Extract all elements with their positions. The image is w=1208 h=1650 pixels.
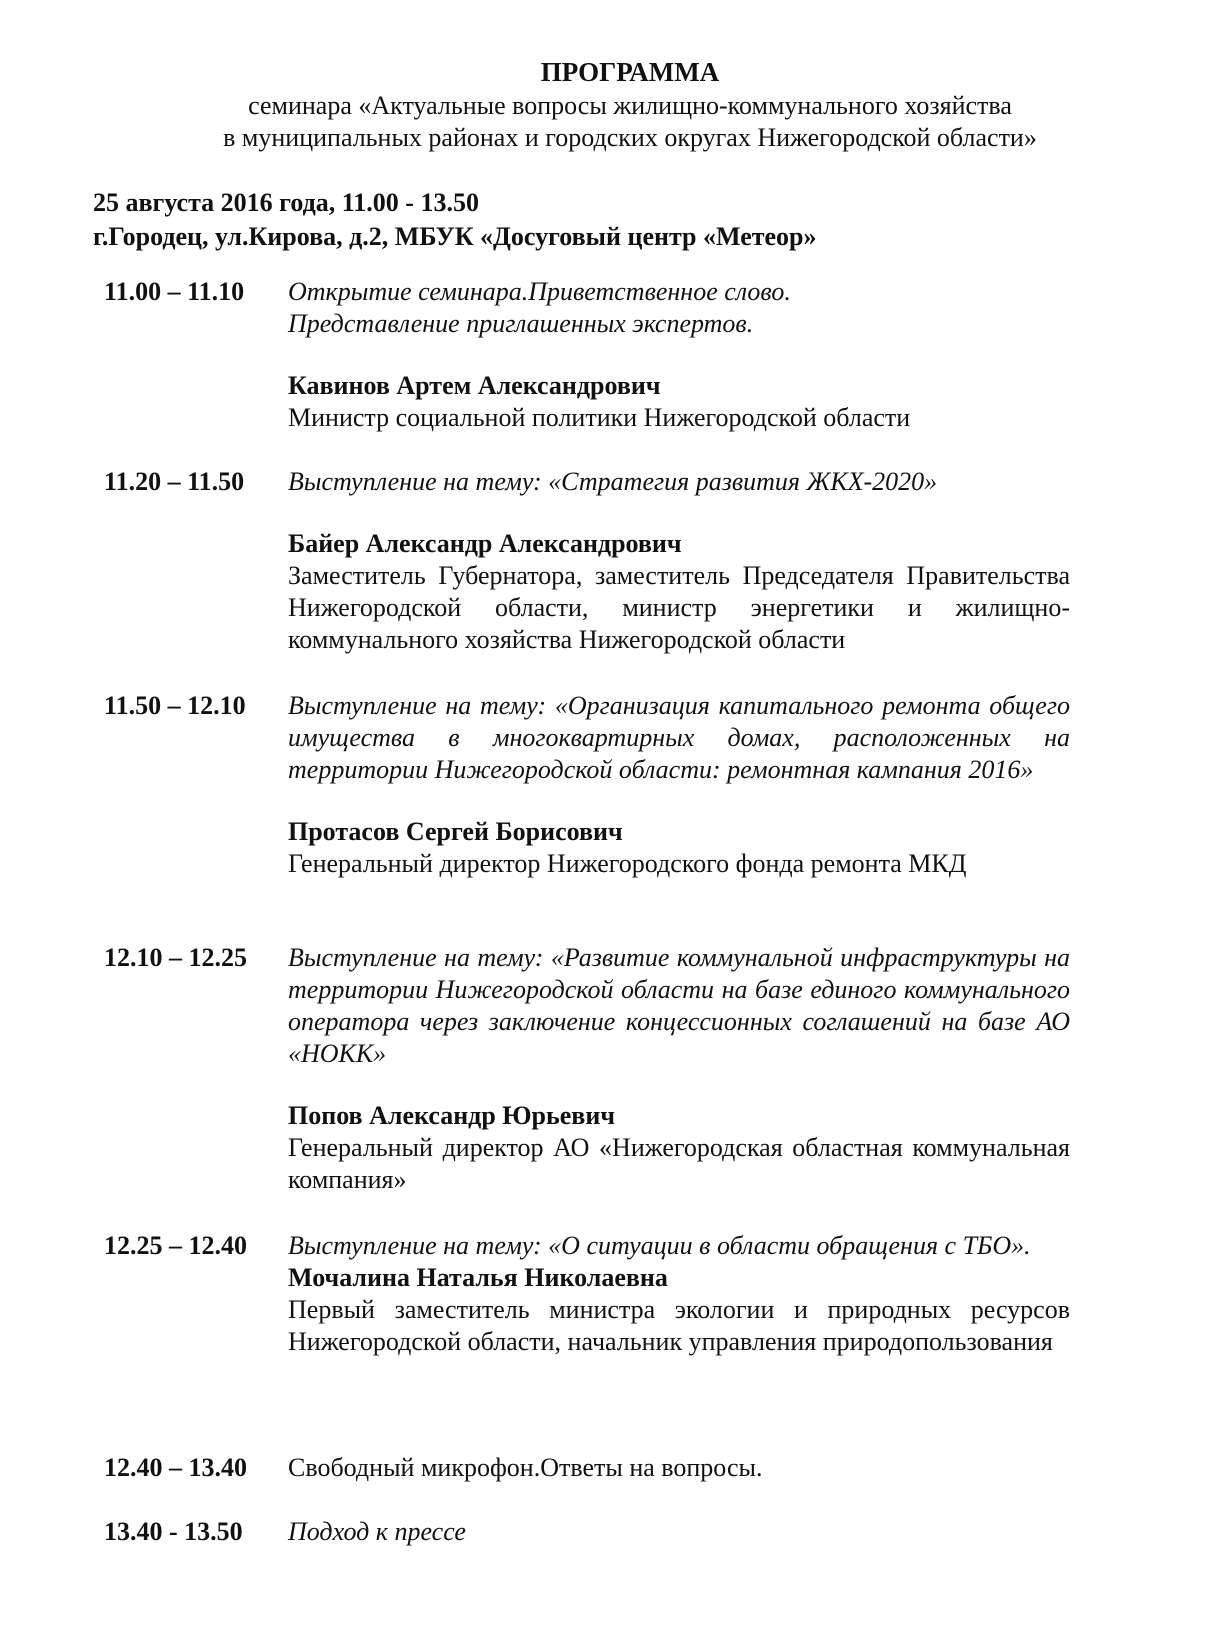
item-body <box>288 276 1070 434</box>
item-body <box>288 1230 1070 1358</box>
item-body <box>288 1516 1070 1548</box>
speaker-name: Протасов Сергей Борисович <box>288 817 623 846</box>
subtitle-line: семинара «Актуальные вопросы жилищно-коммунального хозяйства <box>248 91 1012 120</box>
time-slot: 11.20 – 11.50 <box>104 467 245 496</box>
item-text: Свободный микрофон.Ответы на вопросы. <box>288 1453 763 1482</box>
seminar-subtitle <box>0 90 1208 154</box>
time-slot: 12.10 – 12.25 <box>104 943 247 972</box>
speaker-position: Генеральный директор Нижегородского фонда ремонта МКД <box>288 849 967 878</box>
topic-text: Подход к прессе <box>288 1517 466 1546</box>
item-body <box>288 690 1070 880</box>
document-title: ПРОГРАММА <box>540 57 720 87</box>
event-meta <box>93 186 817 254</box>
speaker-name: Кавинов Артем Александрович <box>288 371 661 400</box>
speaker-position: Первый заместитель министра экологии и природных ресурсов Нижегородской области, начальник управления природопользования <box>288 1295 1070 1356</box>
topic-text: Выступление на тему: «Стратегия развития ЖКХ-2020» <box>288 467 938 496</box>
topic-line: Открытие семинара.Приветственное слово. <box>288 277 791 306</box>
speaker-name: Байер Александр Александрович <box>288 529 682 558</box>
time-slot: 11.50 – 12.10 <box>104 691 246 720</box>
item-body <box>288 1452 1070 1484</box>
event-date: 25 августа 2016 года, 11.00 - 13.50 <box>93 188 479 217</box>
subtitle-line: в муниципальных районах и городских округах Нижегородской области» <box>223 123 1037 152</box>
time-slot: 13.40 - 13.50 <box>104 1517 243 1546</box>
event-place: г.Городец, ул.Кирова, д.2, МБУК «Досуговый центр «Метеор» <box>93 222 817 251</box>
topic-text: Выступление на тему: «Развитие коммунальной инфраструктуры на территории Нижегородской области на базе единого коммунального оператора через заключение концессионных соглашений на базе АО «НОКК» <box>288 943 1070 1068</box>
time-slot: 12.40 – 13.40 <box>104 1453 247 1482</box>
time-slot: 11.00 – 11.10 <box>104 277 245 306</box>
speaker-name: Попов Александр Юрьевич <box>288 1101 615 1130</box>
speaker-position: Генеральный директор АО «Нижегородская областная коммунальная компания» <box>288 1133 1070 1194</box>
speaker-position: Заместитель Губернатора, заместитель Председателя Правительства Нижегородской области, министр энергетики и жилищно-коммунального хозяйства Нижегородской области <box>288 561 1070 654</box>
topic-text: Выступление на тему: «О ситуации в области обращения с ТБО». <box>288 1231 1031 1260</box>
topic-line: Представление приглашенных экспертов. <box>288 309 754 338</box>
speaker-position: Министр социальной политики Нижегородской области <box>288 403 911 432</box>
topic-text: Выступление на тему: «Организация капитального ремонта общего имущества в многоквартирных домах, расположенных на территории Нижегородской области: ремонтная кампания 2016» <box>288 691 1070 784</box>
time-slot: 12.25 – 12.40 <box>104 1231 247 1260</box>
item-body <box>288 466 1070 656</box>
item-body <box>288 942 1070 1196</box>
speaker-name: Мочалина Наталья Николаевна <box>288 1263 668 1292</box>
